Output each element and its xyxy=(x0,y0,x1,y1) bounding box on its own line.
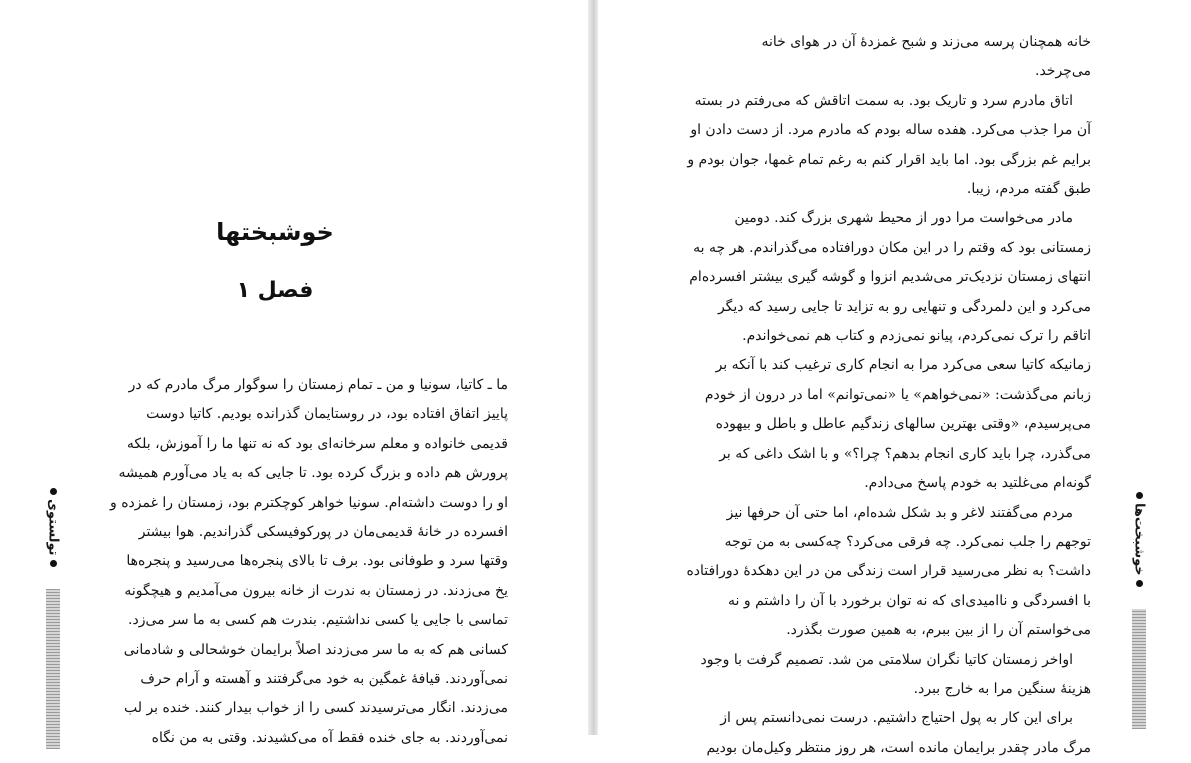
paragraph xyxy=(685,204,1091,498)
text-line: مادر می‌خواست مرا دور از محیط شهری بزرگ کند. دومین xyxy=(734,210,1073,227)
paragraph xyxy=(685,499,1091,646)
text-line: آن مرا جذب می‌کرد. هفده ساله بودم که مادرم مرد. از دست دادن او xyxy=(690,122,1091,139)
bullet-dot-icon xyxy=(50,488,57,495)
left-page xyxy=(0,0,588,746)
paragraph xyxy=(685,87,1091,205)
text-line: اتاقم را ترک نمی‌کردم، پیانو نمی‌زدم و کتاب هم نمی‌خواندم. xyxy=(742,328,1091,345)
text-line: کسانی هم که به ما سر می‌زدند اصلاً برایمان خوشحالی و شادمانی xyxy=(123,641,508,658)
text-line: برایم غم بزرگی بود. اما باید اقرار کنم به رغم تمام غمها، جوان بودم و xyxy=(687,151,1091,168)
text-line: نمی‌آوردند. قیافهٔ غمگین به خود می‌گرفتند و آهسته و آرام حرف xyxy=(140,671,508,688)
text-line: توجهم را جلب نمی‌کرد. چه فرقی می‌کرد؟ چه‌کسی به من توجه xyxy=(724,533,1091,550)
text-line: می‌کرد و این دلمردگی و تنهایی رو به تزاید تا جایی رسید که دیگر xyxy=(717,298,1091,315)
text-line: برای این کار به پول احتیاج داشتیم. درست نمی‌دانستم پس از xyxy=(720,710,1073,727)
paragraph xyxy=(685,646,1091,705)
right-body-text xyxy=(685,28,1091,763)
text-line: زمستانی بود که وقتم را در این مکان دورافتاده می‌گذراندم. هر چه به xyxy=(693,239,1091,256)
text-line: تماسی با جایی یا کسی نداشتیم. بندرت هم کسی به ما سر می‌زد. xyxy=(128,612,508,629)
text-line: اواخر زمستان کاتیا نگران سلامتی من شد. تصمیم گرفت با وجود xyxy=(700,651,1073,668)
left-side-margin xyxy=(42,484,64,749)
text-line: هزینهٔ سنگین مرا به خارج ببرد. xyxy=(913,680,1091,697)
text-line: مرگ مادر چقدر برایمان مانده است، هر روز منتظر وکیل‌مان بودیم xyxy=(706,739,1091,756)
text-line: طبق گفته مردم، زیبا. xyxy=(966,181,1091,198)
text-line: مردم می‌گفتند لاغر و بد شکل شده‌ام، اما حتی آن حرفها نیز xyxy=(726,504,1073,521)
page-edge-texture xyxy=(1132,609,1146,729)
text-line: اتاق مادرم سرد و تاریک بود. به سمت اتاقش که می‌رفتم در بسته xyxy=(694,92,1073,109)
text-line: نمی‌آوردند. به جای خنده فقط آه می‌کشیدند. وقتی به من نگاه xyxy=(151,729,508,746)
text-line: می‌گذرد، چرا باید کاری انجام بدهم؟ چرا؟» و با اشک داغی که بر xyxy=(719,445,1091,462)
text-line: خانه همچنان پرسه می‌زند و شبح غمزدهٔ آن در هوای خانه xyxy=(761,34,1091,50)
right-side-margin xyxy=(1128,488,1150,729)
bullet-dot-icon xyxy=(50,560,57,567)
text-line: می‌خواستم آن را از بین ببرم، به همین صورت بگذرد. xyxy=(786,622,1091,639)
chapter-subtitle: فصل ۱ xyxy=(236,278,314,303)
text-line: می‌چرخد. xyxy=(1035,63,1091,80)
text-line: می‌زدند. انگار می‌ترسیدند کسی را از خواب بیدار کنند. خنده بر لب xyxy=(123,700,508,717)
text-line: قدیمی خانواده و معلم سرخانه‌ای بود که نه تنها ما را آموزش، بلکه xyxy=(126,435,508,452)
text-line: ما ـ کاتیا، سونیا و من ـ تمام زمستان را سوگوار مرگ مادرم که در xyxy=(128,377,508,393)
text-line: داشت؟ به نظر می‌رسید قرار است زندگی من در این دهکدهٔ دورافتاده xyxy=(686,563,1091,580)
text-line: پرورش هم داده و بزرگ کرده بود. تا جایی که به یاد می‌آورم همیشه xyxy=(118,465,508,482)
left-body-text xyxy=(100,371,508,753)
text-line: انتهای زمستان نزدیک‌تر می‌شدیم انزوا و گوشه گیری بیشتر افسرده‌ام xyxy=(689,269,1091,286)
page-edge-texture xyxy=(46,589,60,749)
text-line: یخ می‌زدند. در زمستان به ندرت از خانه بیرون می‌آمدیم و هیچگونه xyxy=(124,582,508,599)
text-line: می‌پرسیدم، «وقتی بهترین سالهای زندگیم عاطل و باطل و بیهوده xyxy=(715,416,1091,433)
text-line: پاییز اتفاق افتاده بود، در روستایمان گذرانده بودیم. کاتیا دوست xyxy=(146,406,508,423)
paragraph xyxy=(685,704,1091,763)
book-spine-gutter xyxy=(588,0,598,735)
bullet-dot-icon xyxy=(1136,580,1143,587)
paragraph xyxy=(685,28,1091,87)
chapter-title: خوشبختها xyxy=(216,218,334,246)
text-line: افسرده در خانهٔ قدیمی‌مان در پورکوفیسکی گذراندیم. هوا بیشتر xyxy=(138,524,508,541)
bullet-dot-icon xyxy=(1136,492,1143,499)
author-running-head: تولستوی xyxy=(45,499,61,556)
book-running-head: خوشبخت‌ها xyxy=(1131,503,1147,576)
text-line: زبانم می‌گذشت: «نمی‌خواهم» یا «نمی‌توانم» اما در درون از خودم xyxy=(704,386,1091,403)
text-line: او را دوست داشته‌ام. سونیا خواهر کوچکترم بود، زمستان را غمزده و xyxy=(110,494,508,511)
text-line: با افسردگی و ناامیدی‌ای که نه توان برخورد با آن را داشتم و نه xyxy=(728,592,1091,609)
text-line: زمانیکه کاتیا سعی می‌کرد مرا به انجام کاری ترغیب کند با آنکه بر xyxy=(715,357,1091,374)
right-page xyxy=(598,0,1191,756)
text-line: وقتها سرد و طوفانی بود. برف تا بالای پنجره‌ها می‌رسید و پنجره‌ها xyxy=(126,553,508,570)
text-line: گونه‌ام می‌غلتید به خودم پاسخ می‌دادم. xyxy=(864,475,1091,492)
